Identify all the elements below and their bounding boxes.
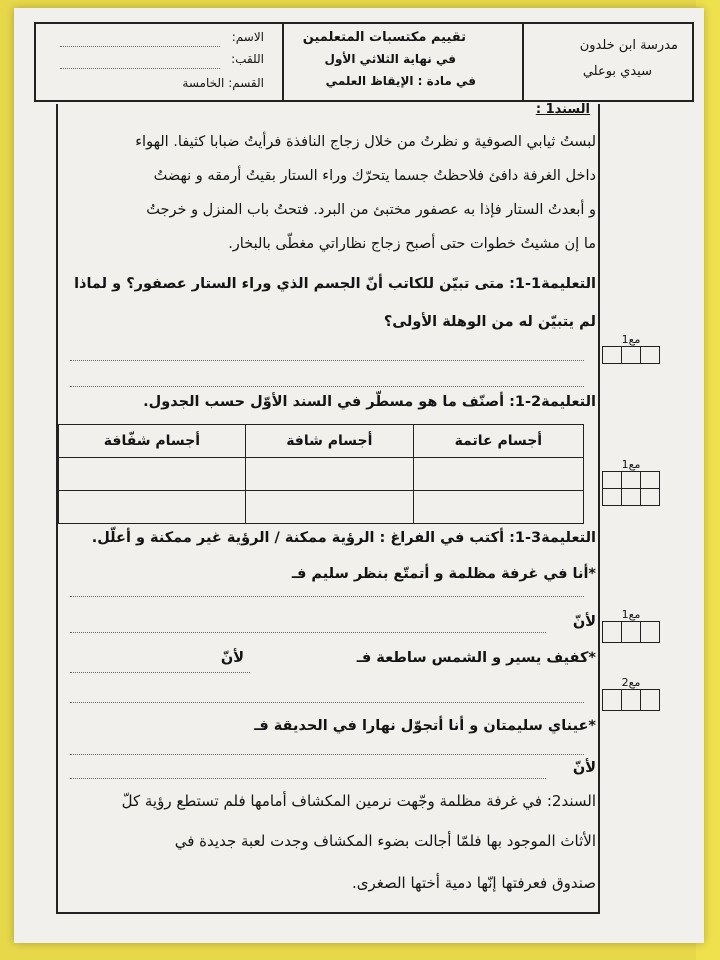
q2-score-cells-bottom[interactable]	[602, 489, 660, 506]
sanad1-line-2: داخل الغرفة دافئ فلاحظتُ جسما يتحرّك وراء الستار بقيتُ أرمقه و نهضتُ	[153, 168, 596, 184]
q3-score-label-1: مع1	[621, 608, 641, 621]
exam-term: في نهاية الثلاثي الأول	[324, 52, 456, 66]
q3-instruction: التعليمة3-1: أكتب في الفراغ : الرؤية ممكنة / الرؤية غير ممكنة و أعلّل.	[91, 530, 596, 546]
q3-item-3-reason[interactable]	[70, 778, 546, 779]
q1-instruction-line-2: لم يتبيّن له من الوهلة الأولى؟	[383, 314, 596, 330]
q3-item-3: *عيناي سليمتان و أنا أتجوّل نهارا في الحديقة فـ	[254, 718, 596, 734]
q3-item-1-answer[interactable]	[70, 596, 584, 597]
q2-score-box	[602, 458, 660, 506]
table-cell[interactable]	[245, 458, 413, 491]
surname-field[interactable]	[60, 68, 220, 69]
table-cell[interactable]	[413, 458, 583, 491]
sanad2-line-1: السند2: في غرفة مظلمة وجّهت نرمين المكشاف أمامها فلم تستطع رؤية كلّ	[121, 792, 596, 810]
exam-title: تقييم مكتسبات المتعلمين	[302, 30, 466, 45]
sanad1-line-3: و أبعدتُ الستار فإذا به عصفور مختبئ من البرد. فتحتُ باب المنزل و خرجتُ	[146, 202, 596, 218]
table-header-translucent: أجسام شافة	[245, 425, 413, 458]
name-field[interactable]	[60, 46, 220, 47]
table-header-opaque: أجسام عاتمة	[413, 425, 583, 458]
q1-score-label: مع1	[621, 333, 641, 346]
classification-table	[58, 424, 584, 524]
q3-item-1-because: لأنّ	[572, 614, 596, 630]
q3-score-label-2: مع2	[621, 676, 641, 689]
exam-header	[34, 22, 694, 102]
q3-item-3-because: لأنّ	[572, 760, 596, 776]
q3-item-2: *كفيف يسير و الشمس ساطعة فـ	[356, 650, 596, 666]
q3-score-box-2	[602, 676, 660, 711]
q1-answer-line-1[interactable]	[70, 360, 584, 361]
school-town: سيدي بوعلي	[582, 64, 652, 79]
table-cell[interactable]	[59, 458, 246, 491]
table-header-transparent: أجسام شفّافة	[59, 425, 246, 458]
school-name: مدرسة ابن خلدون	[579, 38, 678, 53]
table-cell[interactable]	[413, 491, 583, 524]
exam-subject: في مادة : الإيقاظ العلمي	[325, 74, 476, 88]
sanad1-line-1: لبستُ ثيابي الصوفية و نظرتُ من خلال زجاج النافذة فرأيتُ ضبابا كثيفا. الهواء	[135, 134, 596, 150]
q1-score-box	[602, 333, 660, 364]
class-label: القسم: الخامسة	[182, 76, 264, 90]
q3-item-1: *أنا في غرفة مظلمة و أتمتّع بنظر سليم فـ	[291, 566, 596, 582]
student-info-cell	[36, 24, 282, 100]
table-cell[interactable]	[59, 491, 246, 524]
q1-score-cells[interactable]	[602, 346, 660, 364]
sanad1-heading: السند1 :	[535, 102, 590, 117]
q3-item-2-reason[interactable]	[70, 672, 250, 673]
q3-score-box-1	[602, 608, 660, 643]
q2-score-label: مع1	[621, 458, 641, 471]
sanad2-line-2: الأثاث الموجود بها فلمّا أجالت بضوء المكشاف وجدت لعبة جديدة في	[174, 832, 596, 850]
q3-item-2-because: لأنّ	[220, 650, 244, 666]
table-cell[interactable]	[245, 491, 413, 524]
sanad1-line-4: ما إن مشيتُ خطوات حتى أصبح زجاج نظاراتي مغطّى بالبخار.	[228, 236, 596, 252]
name-label: الاسم:	[231, 30, 264, 44]
title-cell	[282, 24, 522, 100]
q2-instruction: التعليمة2-1: أصنّف ما هو مسطّر في السند الأوّل حسب الجدول.	[143, 394, 596, 410]
q3-item-2-answer[interactable]	[70, 702, 584, 703]
sanad2-line-3: صندوق فعرفتها إنّها دمية أختها الصغرى.	[351, 874, 596, 892]
q3-item-3-answer[interactable]	[70, 754, 584, 755]
q3-item-1-reason[interactable]	[70, 632, 546, 633]
q1-answer-line-2[interactable]	[70, 386, 584, 387]
q1-instruction-line-1: التعليمة1-1: متى تبيّن للكاتب أنّ الجسم الذي وراء الستار عصفور؟ و لماذا	[74, 276, 596, 292]
surname-label: اللقب:	[231, 52, 264, 66]
q3-score-cells-2[interactable]	[602, 689, 660, 711]
q2-score-cells-top[interactable]	[602, 471, 660, 489]
school-cell	[522, 24, 692, 100]
q3-score-cells-1[interactable]	[602, 621, 660, 643]
